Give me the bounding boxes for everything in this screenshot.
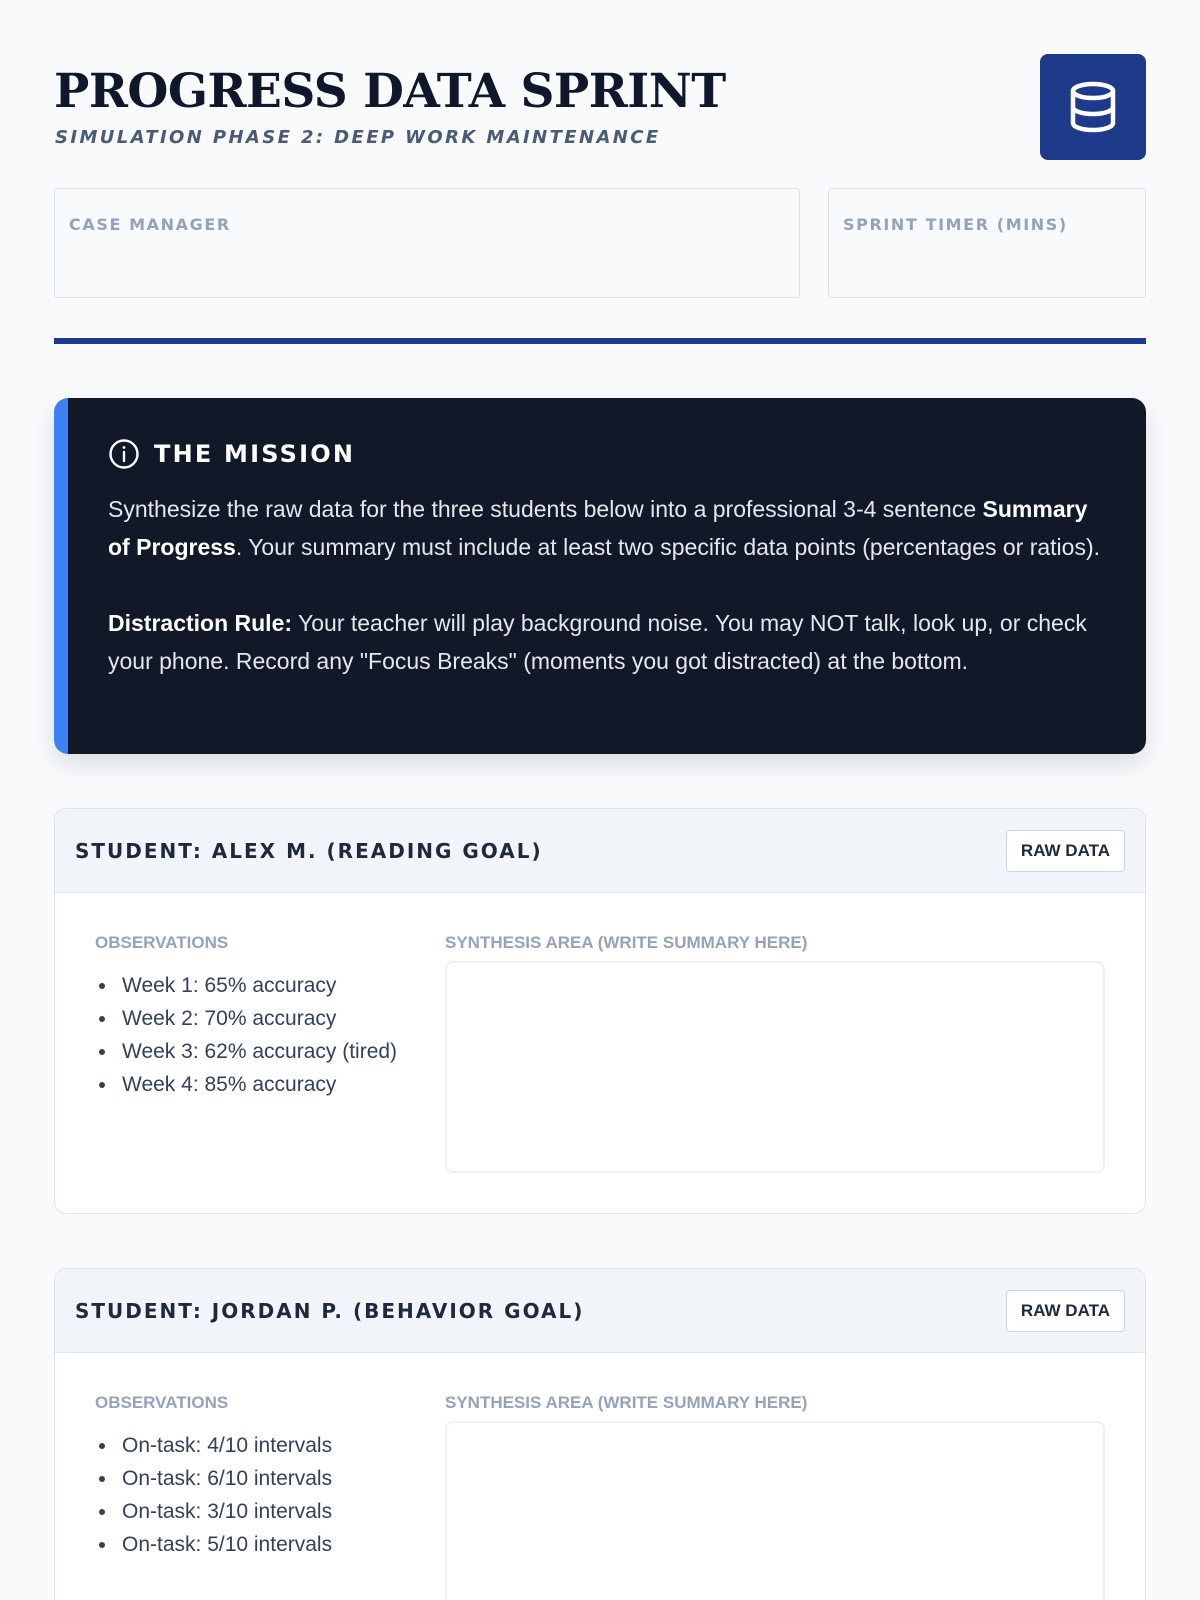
student-card [54,808,1146,1214]
observations-label: OBSERVATIONS [95,1393,229,1412]
page-header [54,54,1146,188]
synthesis-textarea[interactable] [445,1421,1105,1600]
case-manager-label: CASE MANAGER [69,215,231,234]
synthesis-textarea[interactable] [445,961,1105,1173]
list-item: Week 3: 62% accuracy (tired) [95,1035,445,1068]
observations-label: OBSERVATIONS [95,933,229,952]
mission-heading [108,438,1106,470]
page-title: PROGRESS DATA SPRINT [54,64,726,119]
database-badge [1040,54,1146,160]
list-item: On-task: 6/10 intervals [95,1462,445,1495]
student-card-body [55,1353,1145,1600]
mission-text-2: . Your summary must include at least two specific data points (percentages or ratios). [235,534,1101,560]
mission-text-1: Synthesize the raw data for the three students below into a professional 3-4 sentence [108,496,983,522]
student-card [54,1268,1146,1600]
student-title: STUDENT: ALEX M. (READING GOAL) [75,838,543,863]
synthesis-label: SYNTHESIS AREA (WRITE SUMMARY HERE) [445,933,808,952]
case-manager-field[interactable] [54,188,800,298]
list-item: Week 2: 70% accuracy [95,1002,445,1035]
header-fields [54,188,1146,298]
page-subtitle: SIMULATION PHASE 2: DEEP WORK MAINTENANCE [55,127,661,148]
student-title: STUDENT: JORDAN P. (BEHAVIOR GOAL) [75,1298,585,1323]
sprint-timer-label: SPRINT TIMER (MINS) [843,215,1068,234]
synthesis-column [445,1393,1105,1600]
info-icon [108,438,140,470]
observations-column [95,933,445,1173]
synthesis-column [445,933,1105,1173]
list-item: On-task: 4/10 intervals [95,1429,445,1462]
student-card-header [55,1269,1145,1353]
distraction-rule [108,604,1106,680]
raw-data-button[interactable]: RAW DATA [1006,1290,1125,1332]
distraction-rule-label: Distraction Rule: [108,610,293,636]
list-item: Week 4: 85% accuracy [95,1068,445,1101]
student-card-header [55,809,1145,893]
database-icon [1069,81,1117,133]
distraction-rule-text: Your teacher will play background noise. You may NOT talk, look up, or check your phone. Record any "Focus Breaks" (moments you got distracted) at the bottom. [108,610,1087,674]
mission-box [54,398,1146,754]
list-item: On-task: 5/10 intervals [95,1528,445,1561]
sprint-timer-field[interactable] [828,188,1146,298]
synthesis-label: SYNTHESIS AREA (WRITE SUMMARY HERE) [445,1393,808,1412]
list-item: On-task: 3/10 intervals [95,1495,445,1528]
student-card-body [55,893,1145,1213]
mission-paragraph [108,490,1106,566]
mission-title: THE MISSION [154,440,356,468]
mission-instructions [108,490,1106,680]
raw-data-button[interactable]: RAW DATA [1006,830,1125,872]
mission-emphasis: Summary of Progress [108,496,1088,560]
observations-list [95,1429,445,1561]
observations-list [95,969,445,1101]
header-divider [54,338,1146,344]
observations-column [95,1393,445,1600]
list-item: Week 1: 65% accuracy [95,969,445,1002]
